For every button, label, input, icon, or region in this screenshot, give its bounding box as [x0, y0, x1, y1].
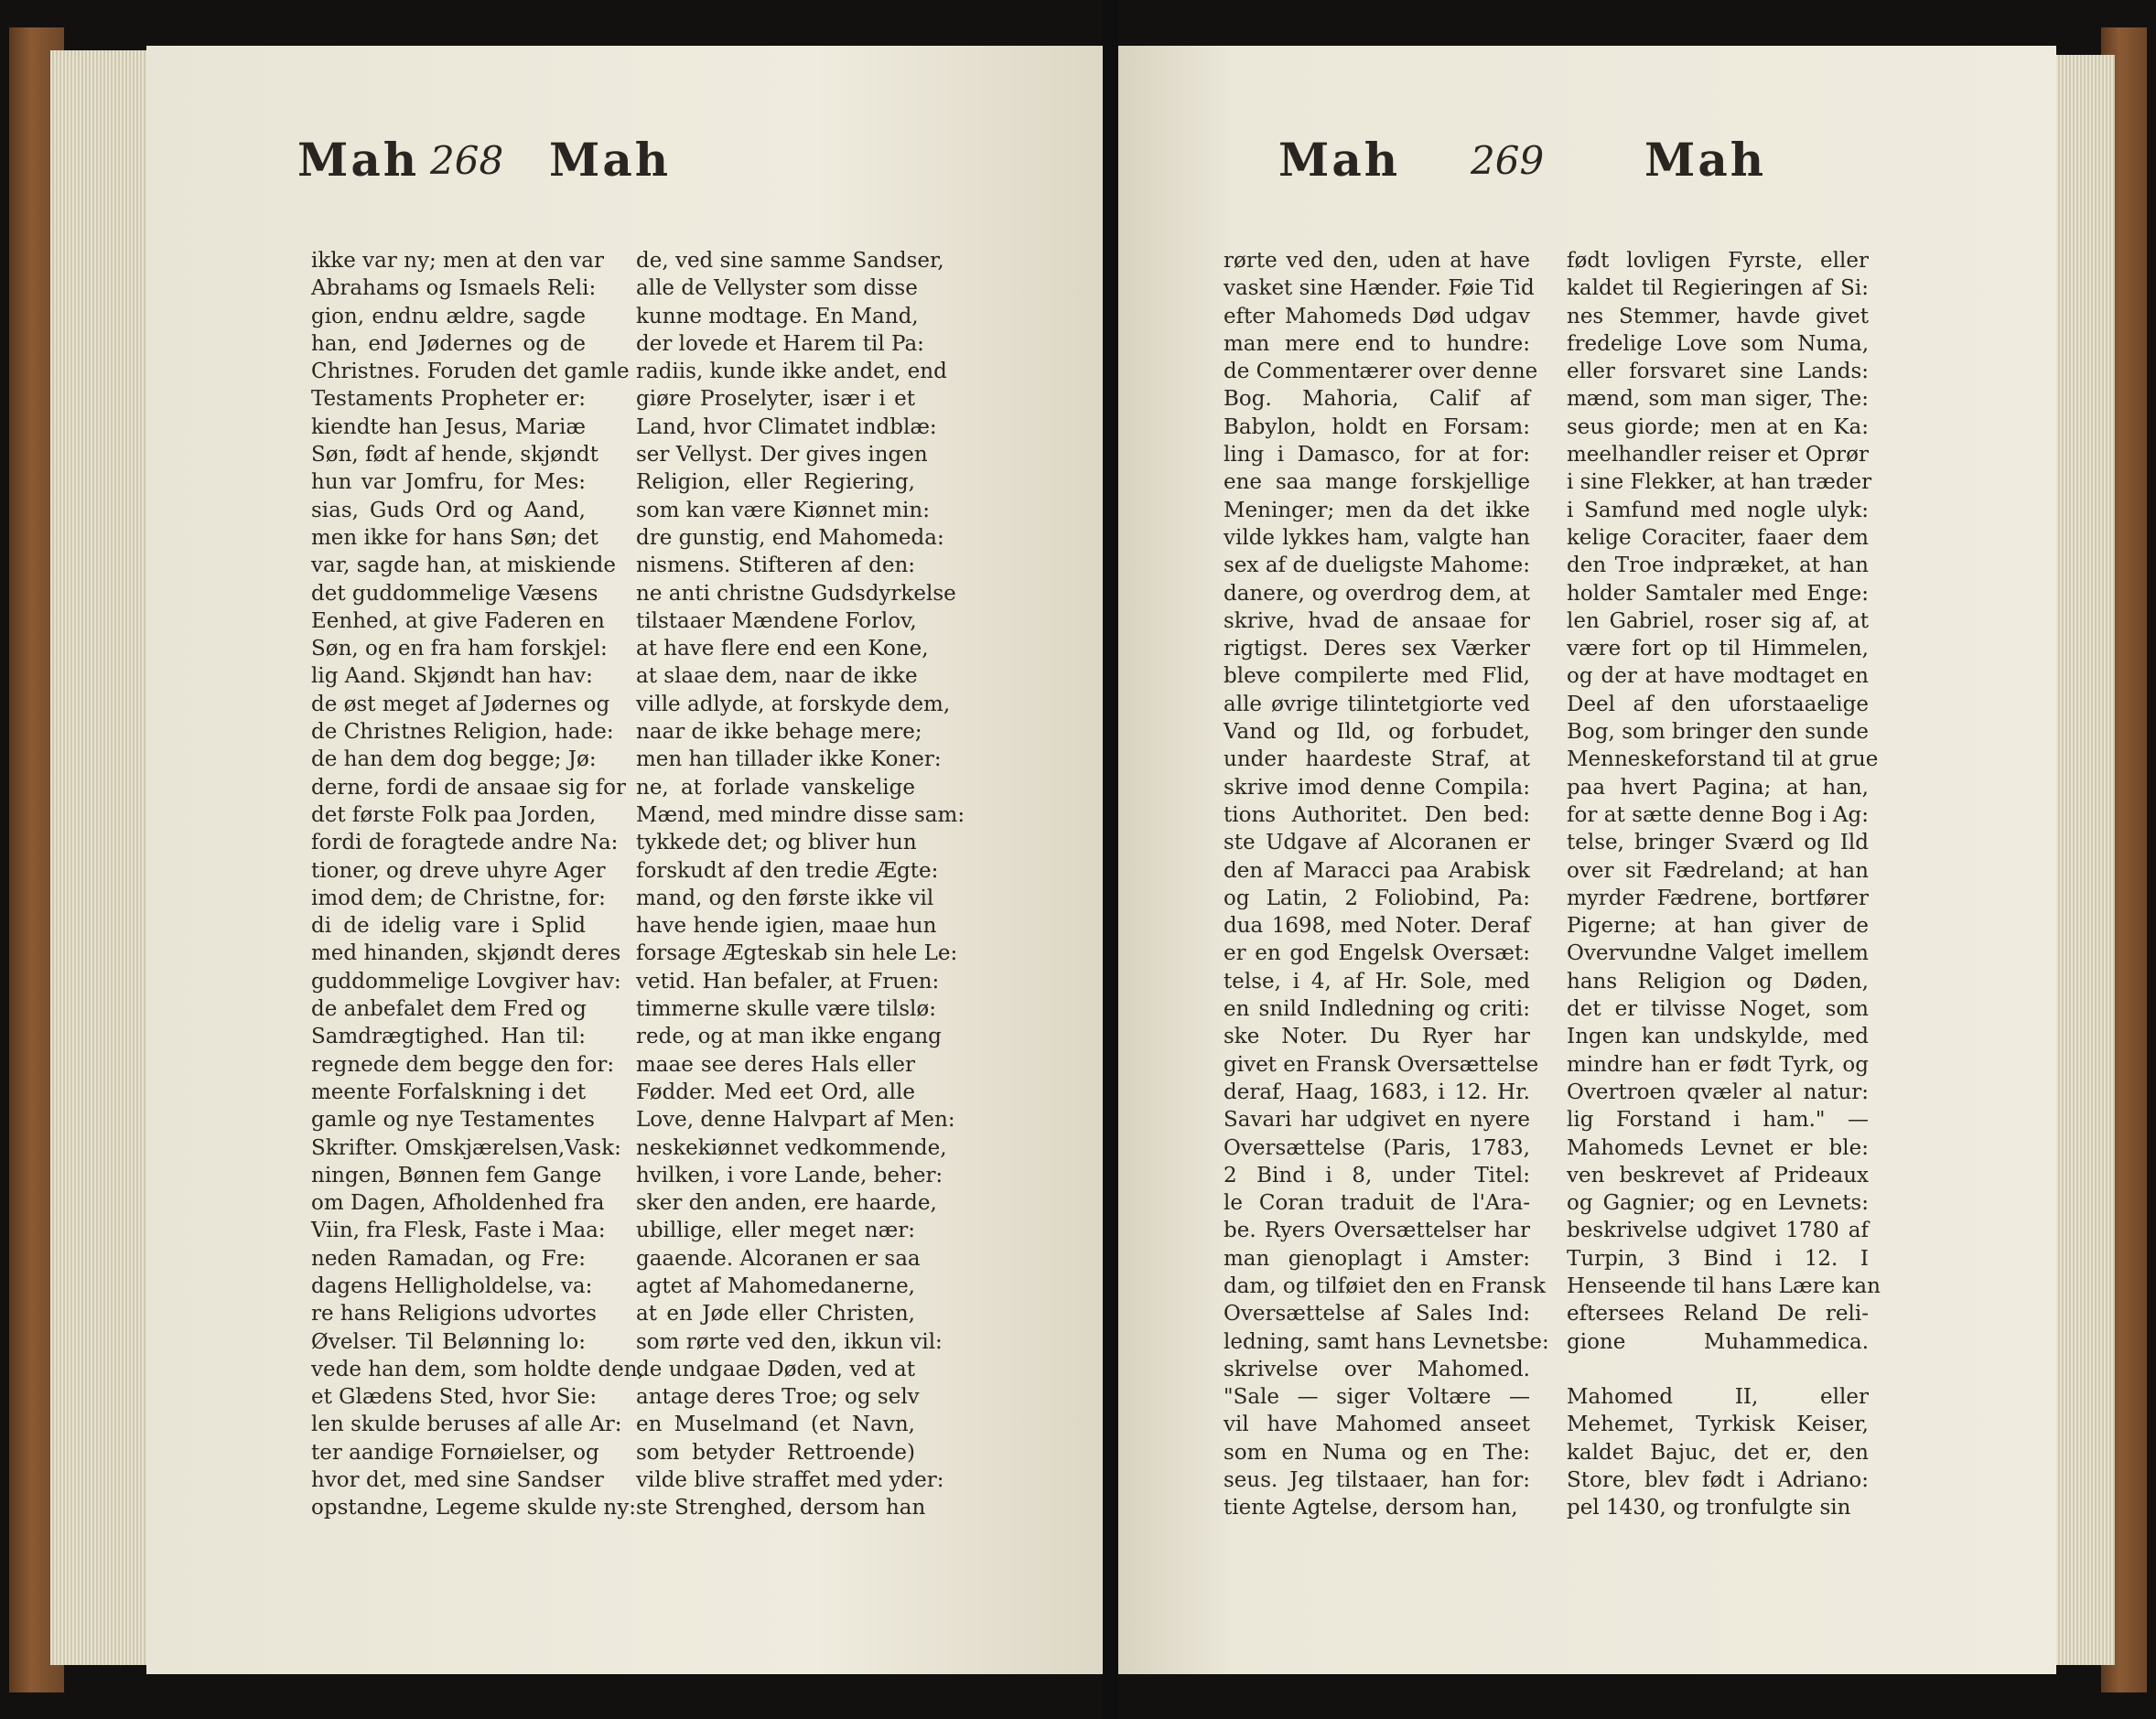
text-line: sex af de dueligste Mahome: [1224, 553, 1530, 578]
text-line: sker den anden, ere haarde, [636, 1191, 937, 1216]
text-line: 2 Bind i 8, under Titel: [1224, 1163, 1530, 1187]
text-line: de Christnes Religion, hade: [311, 720, 614, 745]
text-column-2 [1567, 247, 1881, 1522]
text-line: bleve compilerte med Flid, [1224, 664, 1530, 689]
text-line: at slaae dem, naar de ikke [636, 664, 918, 689]
text-line: hvor det, med sine Sandser [311, 1468, 604, 1493]
text-line: mand, og den første ikke vil [636, 886, 934, 910]
text-line: paa hvert Pagina; at han, [1567, 775, 1869, 800]
text-line: mindre han er født Tyrk, og [1567, 1052, 1869, 1077]
text-line: ningen, Bønnen fem Gange [311, 1163, 602, 1187]
text-line: Religion, eller Regiering, [636, 470, 915, 495]
text-line: det første Folk paa Jorden, [311, 802, 597, 827]
text-line: Vand og Ild, og forbudet, [1224, 720, 1530, 745]
text-line: meente Forfalskning i det [311, 1080, 587, 1104]
header-left-word: Mah [297, 133, 420, 187]
text-line: at en Jøde eller Christen, [636, 1302, 915, 1327]
text-line: Turpin, 3 Bind i 12. I [1567, 1246, 1869, 1271]
text-line: forskudt af den tredie Ægte: [636, 858, 939, 883]
text-line: ledning, samt hans Levnetsbe: [1224, 1329, 1549, 1354]
text-line [1567, 1356, 1869, 1383]
text-line: Deel af den uforstaaelige [1567, 692, 1869, 716]
text-line: Overtroen qvæler al natur: [1567, 1080, 1869, 1104]
text-line: Christnes. Foruden det gamle [311, 360, 630, 384]
text-line: mænd, som man siger, The: [1567, 387, 1869, 412]
text-line: fredelige Love som Numa, [1567, 331, 1869, 356]
text-line: alle øvrige tilintetgiorte ved [1224, 692, 1530, 716]
text-line: hvilken, i vore Lande, beher: [636, 1163, 943, 1187]
text-line: danere, og overdrog dem, at [1224, 581, 1530, 606]
text-column-2 [636, 247, 965, 1522]
text-line: han, end Jødernes og de [311, 331, 586, 356]
text-line: radiis, kunde ikke andet, end [636, 360, 947, 384]
text-line: be. Ryers Oversættelser har [1224, 1219, 1530, 1243]
text-line: og Latin, 2 Foliobind, Pa: [1224, 886, 1530, 910]
text-line: myrder Fædrene, bortfører [1567, 886, 1869, 910]
text-line: i Samfund med nogle ulyk: [1567, 498, 1869, 522]
text-line: ne, at forlade vanskelige [636, 775, 915, 800]
text-line: Oversættelse (Paris, 1783, [1224, 1135, 1530, 1160]
text-line: Samdrægtighed. Han til: [311, 1025, 586, 1049]
text-column-1 [1224, 247, 1549, 1522]
text-line: Viin, fra Flesk, Faste i Maa: [311, 1219, 606, 1243]
text-line: født lovligen Fyrste, eller [1567, 249, 1869, 273]
text-line: dagens Helligholdelse, va: [311, 1273, 593, 1298]
text-line: vede han dem, som holdte den, [311, 1357, 644, 1381]
text-line: at have flere end een Kone, [636, 637, 929, 661]
text-line: vetid. Han befaler, at Fruen: [636, 969, 940, 994]
text-line: nismens. Stifteren af den: [636, 553, 915, 578]
text-line: re hans Religions udvortes [311, 1302, 597, 1327]
text-line: ikke var ny; men at den var [311, 249, 605, 273]
text-line: vilde lykkes ham, valgte han [1224, 525, 1530, 550]
text-line: dua 1698, med Noter. Deraf [1224, 914, 1530, 939]
text-line: Henseende til hans Lære kan [1567, 1273, 1881, 1298]
text-line: di de idelig vare i Splid [311, 914, 586, 939]
right-page [1118, 46, 2056, 1674]
text-line: ne anti christne Gudsdyrkelse [636, 581, 956, 606]
text-line: de, ved sine samme Sandser, [636, 249, 944, 273]
text-line: tiente Agtelse, dersom han, [1224, 1496, 1518, 1520]
text-line: deraf, Haag, 1683, i 12. Hr. [1224, 1080, 1530, 1104]
text-line: vasket sine Hænder. Føie Tid [1224, 276, 1535, 301]
text-line: der lovede et Harem til Pa: [636, 331, 924, 356]
text-line: hans Religion og Døden, [1567, 969, 1869, 994]
text-line: Mehemet, Tyrkisk Keiser, [1567, 1413, 1869, 1437]
header-right-word: Mah [1644, 133, 1767, 187]
text-line: og Gagnier; og en Levnets: [1567, 1191, 1869, 1216]
text-line: le Coran traduit de l'Ara- [1224, 1191, 1530, 1216]
text-line: skrivelse over Mahomed. [1224, 1357, 1530, 1381]
text-line: pel 1430, og tronfulgte sin [1567, 1496, 1851, 1520]
text-line: som kan være Kiønnet min: [636, 498, 930, 522]
text-line: Abrahams og Ismaels Reli: [311, 276, 597, 301]
text-line: Mahomeds Levnet er ble: [1567, 1135, 1869, 1160]
text-line: ven beskrevet af Prideaux [1567, 1163, 1869, 1187]
text-line: "Sale — siger Voltære — [1224, 1385, 1530, 1410]
text-line: maae see deres Hals eller [636, 1052, 915, 1077]
text-line: ske Noter. Du Ryer har [1224, 1025, 1530, 1049]
text-line: givet en Fransk Oversættelse [1224, 1052, 1539, 1077]
text-line: beskrivelse udgivet 1780 af [1567, 1219, 1869, 1243]
text-line: ser Vellyst. Der gives ingen [636, 443, 928, 467]
running-head-right [1118, 133, 2056, 215]
text-line: som betyder Rettroende) [636, 1440, 915, 1465]
text-line: kaldet Bajuc, det er, den [1567, 1440, 1869, 1465]
text-line: len skulde beruses af alle Ar: [311, 1413, 622, 1437]
text-line: kaldet til Regieringen af Si: [1567, 276, 1869, 301]
text-line: som en Numa og en The: [1224, 1440, 1530, 1465]
text-line: holder Samtaler med Enge: [1567, 581, 1869, 606]
header-right-word: Mah [549, 133, 672, 187]
text-line: det er tilvisse Noget, som [1567, 997, 1869, 1022]
text-line: ter aandige Fornøielser, og [311, 1440, 599, 1465]
text-line: gaaende. Alcoranen er saa [636, 1246, 921, 1271]
text-line: kunne modtage. En Mand, [636, 304, 919, 328]
text-line: med hinanden, skjøndt deres [311, 941, 621, 966]
text-line: de Commentærer over denne [1224, 360, 1538, 384]
text-line: vil have Mahomed anseet [1224, 1413, 1530, 1437]
text-line: de anbefalet dem Fred og [311, 997, 587, 1022]
text-line: skrive, hvad de ansaae for [1224, 608, 1530, 633]
running-head-left [146, 133, 1103, 215]
text-line: og der at have modtaget en [1567, 664, 1869, 689]
page-edges-left [50, 50, 151, 1665]
text-line: lig Aand. Skjøndt han hav: [311, 664, 593, 689]
text-line: man gienoplagt i Amster: [1224, 1246, 1530, 1271]
text-line: gion, endnu ældre, sagde [311, 304, 586, 328]
text-line: Mænd, med mindre disse sam: [636, 802, 965, 827]
text-line: rørte ved den, uden at have [1224, 249, 1530, 273]
text-line: neden Ramadan, og Fre: [311, 1246, 586, 1271]
text-line: forsage Ægteskab sin hele Le: [636, 941, 958, 966]
text-line: i sine Flekker, at han træder [1567, 470, 1872, 495]
text-line: fordi de foragtede andre Na: [311, 831, 619, 855]
text-column-1 [311, 247, 644, 1522]
text-line: Love, denne Halvpart af Men: [636, 1108, 955, 1133]
text-line: regnede dem begge den for: [311, 1052, 615, 1077]
left-page [146, 46, 1103, 1674]
text-line: men ikke for hans Søn; det [311, 525, 598, 550]
text-line: Oversættelse af Sales Ind: [1224, 1302, 1530, 1327]
text-line: som rørte ved den, ikkun vil: [636, 1329, 943, 1354]
spine-gutter [1103, 0, 1118, 1719]
text-line: have hende igien, maae hun [636, 914, 937, 939]
text-line: Øvelser. Til Belønning lo: [311, 1329, 586, 1354]
text-line: kiendte han Jesus, Mariæ [311, 414, 586, 439]
text-line: Testaments Propheter er: [311, 387, 586, 412]
text-line: Eenhed, at give Faderen en [311, 608, 605, 633]
text-line: agtet af Mahomedanerne, [636, 1273, 915, 1298]
text-line: men han tillader ikke Koner: [636, 747, 942, 772]
text-line: Søn, og en fra ham forskjel: [311, 637, 608, 661]
text-line: neskekiønnet vedkommende, [636, 1135, 947, 1160]
text-line: rede, og at man ikke engang [636, 1025, 942, 1049]
page-number: 268 [430, 138, 504, 183]
text-line: for at sætte denne Bog i Ag: [1567, 802, 1869, 827]
text-line: var, sagde han, at miskiende [311, 553, 616, 578]
text-line: Mahomed II, eller [1567, 1385, 1869, 1410]
text-line: ste Strenghed, dersom han [636, 1496, 926, 1520]
text-line: dre gunstig, end Mahomeda: [636, 525, 944, 550]
text-line: lig Forstand i ham." — [1567, 1108, 1869, 1133]
text-line: den Troe indpræket, at han [1567, 553, 1869, 578]
text-line: den af Maracci paa Arabisk [1224, 858, 1530, 883]
text-line: sias, Guds Ord og Aand, [311, 498, 586, 522]
text-line: gamle og nye Testamentes [311, 1108, 595, 1133]
text-line: Babylon, holdt en Forsam: [1224, 414, 1530, 439]
text-line: nes Stemmer, havde givet [1567, 304, 1869, 328]
text-line: efter Mahomeds Død udgav [1224, 304, 1530, 328]
header-left-word: Mah [1278, 133, 1401, 187]
text-line: Pigerne; at han giver de [1567, 914, 1869, 939]
text-line: er en god Engelsk Oversæt: [1224, 941, 1530, 966]
text-line: eftersees Reland De reli- [1567, 1302, 1869, 1327]
text-line: man mere end to hundre: [1224, 331, 1530, 356]
text-line: derne, fordi de ansaae sig for [311, 775, 626, 800]
text-line: hun var Jomfru, for Mes: [311, 470, 586, 495]
text-line: eller forsvaret sine Lands: [1567, 360, 1869, 384]
page-number: 269 [1471, 138, 1545, 183]
text-line: være fort op til Himmelen, [1567, 637, 1869, 661]
text-line: gione Muhammedica. [1567, 1329, 1869, 1354]
text-line: meelhandler reiser et Oprør [1567, 443, 1869, 467]
text-line: over sit Fædreland; at han [1567, 858, 1869, 883]
text-line: telse, bringer Sværd og Ild [1567, 831, 1869, 855]
text-line: naar de ikke behage mere; [636, 720, 922, 745]
text-line: imod dem; de Christne, for: [311, 886, 606, 910]
text-line: Menneskeforstand til at grue [1567, 747, 1879, 772]
text-line: guddommelige Lovgiver hav: [311, 969, 621, 994]
text-line: ste Udgave af Alcoranen er [1224, 831, 1530, 855]
text-line: telse, i 4, af Hr. Sole, med [1224, 969, 1530, 994]
text-line: ene saa mange forskjellige [1224, 470, 1530, 495]
text-line: Skrifter. Omskjærelsen,Vask: [311, 1135, 621, 1160]
text-line: dam, og tilføiet den en Fransk [1224, 1273, 1546, 1298]
text-line: Fødder. Med eet Ord, alle [636, 1080, 915, 1104]
text-line: len Gabriel, roser sig af, at [1567, 608, 1869, 633]
text-line: en Muselmand (et Navn, [636, 1413, 915, 1437]
text-line: Savari har udgivet en nyere [1224, 1108, 1530, 1133]
text-line: Bog, som bringer den sunde [1567, 720, 1869, 745]
text-line: Bog. Mahoria, Calif af [1224, 387, 1530, 412]
text-line: timmerne skulle være tilslø: [636, 997, 936, 1022]
text-line: antage deres Troe; og selv [636, 1385, 920, 1410]
text-line: alle de Vellyster som disse [636, 276, 918, 301]
text-line: vilde blive straffet med yder: [636, 1468, 944, 1493]
text-line: de undgaae Døden, ved at [636, 1357, 915, 1381]
text-line: Store, blev født i Adriano: [1567, 1468, 1869, 1493]
text-line: Søn, født af hende, skjøndt [311, 443, 598, 467]
text-line: seus giorde; men at en Ka: [1567, 414, 1869, 439]
text-line: opstandne, Legeme skulde ny: [311, 1496, 636, 1520]
text-line: om Dagen, Afholdenhed fra [311, 1191, 605, 1216]
text-line: det guddommelige Væsens [311, 581, 598, 606]
text-line: tions Authoritet. Den bed: [1224, 802, 1530, 827]
text-line: kelige Coraciter, faaer dem [1567, 525, 1869, 550]
text-line: et Glædens Sted, hvor Sie: [311, 1385, 598, 1410]
text-line: en snild Indledning og criti: [1224, 997, 1530, 1022]
text-line: Ingen kan undskylde, med [1567, 1025, 1869, 1049]
text-line: Overvundne Valget imellem [1567, 941, 1869, 966]
text-line: de han dem dog begge; Jø: [311, 747, 597, 772]
text-line: Meninger; men da det ikke [1224, 498, 1530, 522]
text-line: skrive imod denne Compila: [1224, 775, 1530, 800]
text-line: Land, hvor Climatet indblæ: [636, 414, 937, 439]
text-line: tykkede det; og bliver hun [636, 831, 917, 855]
text-line: ubillige, eller meget nær: [636, 1219, 915, 1243]
text-line: ling i Damasco, for at for: [1224, 443, 1530, 467]
text-line: giøre Proselyter, især i et [636, 387, 915, 412]
text-line: seus. Jeg tilstaaer, han for: [1224, 1468, 1530, 1493]
text-line: under haardeste Straf, at [1224, 747, 1530, 772]
text-line: de øst meget af Jødernes og [311, 692, 610, 716]
text-line: ville adlyde, at forskyde dem, [636, 692, 951, 716]
text-line: tioner, og dreve uhyre Ager [311, 858, 606, 883]
text-line: tilstaaer Mændene Forlov, [636, 608, 917, 633]
text-line: rigtigst. Deres sex Værker [1224, 637, 1530, 661]
